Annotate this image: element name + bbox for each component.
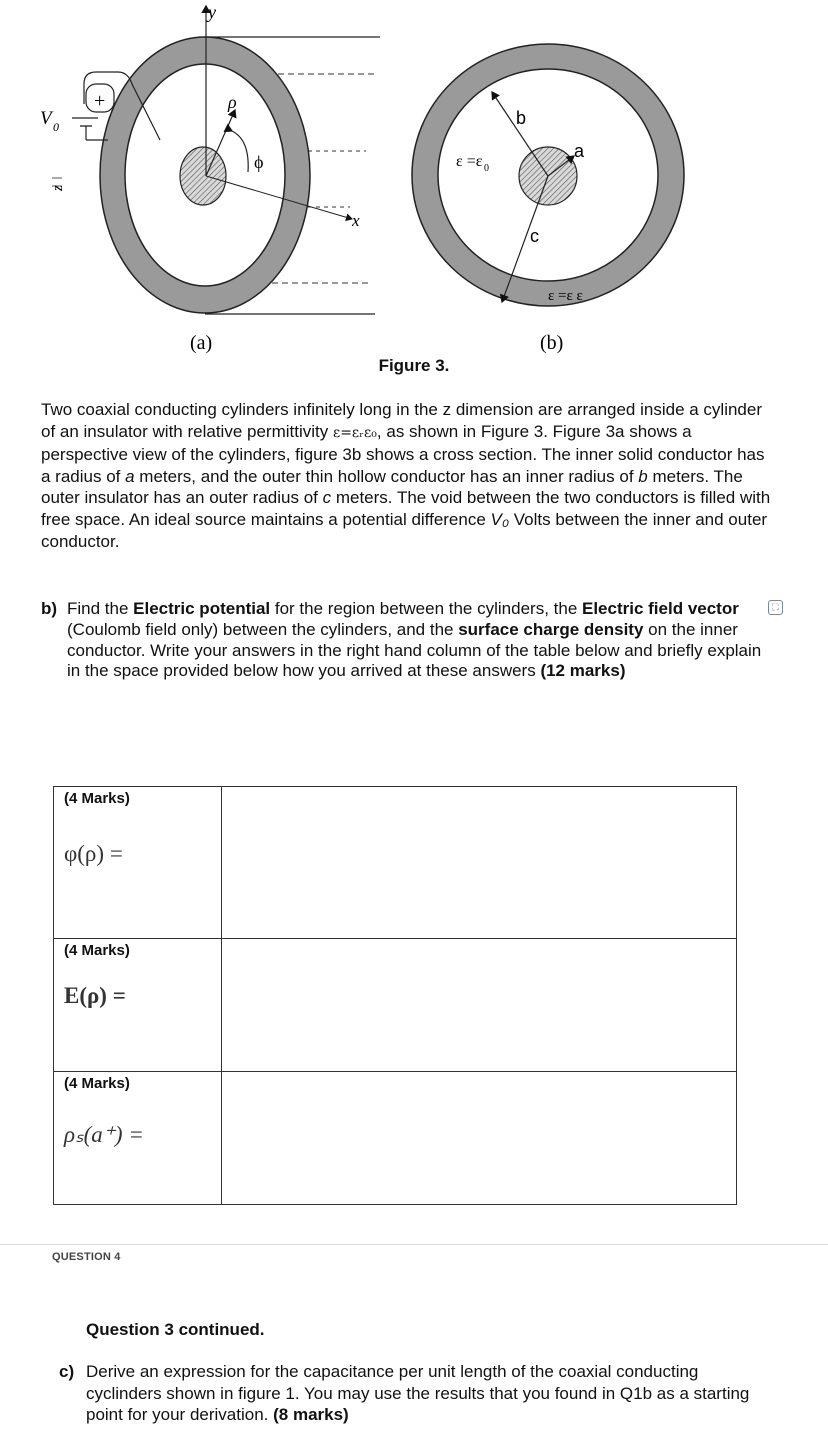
v0-label: V [40, 108, 52, 129]
question-cell [54, 939, 222, 1072]
radius-c: c [322, 488, 332, 508]
y-axis-label: y [208, 2, 216, 22]
figure-caption: Figure 3. [378, 356, 450, 375]
qb-bold-2: Electric field vector [582, 599, 739, 618]
expand-icon[interactable]: ⛶ [768, 600, 783, 615]
answer-cell[interactable] [222, 1072, 737, 1205]
question-c-label: c) [59, 1362, 75, 1381]
plus-sign: + [94, 90, 106, 112]
question-c-text [86, 1361, 759, 1426]
question-cell [54, 1072, 222, 1205]
intro-text-5: meters. The void between the two conductors is filled with free space. An ideal source maintains a potential difference [41, 488, 771, 529]
b-label: b [516, 108, 527, 128]
intro-text-3: meters, and the outer thin hollow conductor has an inner radius of [134, 466, 639, 486]
x-axis-label: x [352, 211, 360, 230]
qc-text: Derive an expression for the capacitance per unit length of the coaxial conducting cyclinders shown in figure 1. You may use the results that you found in Q1b as a starting point for your derivation. [86, 1362, 750, 1424]
intro-text-4: meters. The outer insulator has an outer radius of [41, 466, 743, 508]
eps-inner-label: ε =ε [456, 153, 483, 170]
voltage-v0: V₀ [490, 509, 510, 529]
intro-text-1: Two coaxial conducting cylinders infinitely long in the z dimension are arranged inside a cylinder of an insulator with relative permittivity [41, 400, 763, 441]
qb-marks: (12 marks) [540, 661, 626, 681]
marks-label: (4 Marks) [64, 1075, 130, 1092]
field-formula: E(ρ) = [64, 983, 126, 1008]
qb-text-4: on the inner conductor. Write your answers in the right hand column of the table below and briefly explain in the space provided below how you arrived at these answers [67, 619, 762, 681]
panel-a-perspective [52, 6, 380, 314]
question-b [41, 599, 771, 682]
qb-bold-3: surface charge density [458, 619, 644, 639]
phi-label: ϕ [254, 152, 264, 172]
table-row [54, 939, 737, 1072]
eps-outer-label: ε =ε ε [548, 288, 583, 304]
z-axis-label: z [50, 185, 66, 191]
answer-cell[interactable] [222, 787, 737, 939]
potential-formula: φ(ρ) = [64, 841, 123, 866]
intro-paragraph [41, 399, 776, 552]
panel-a-label: (a) [190, 332, 213, 354]
question-3-continued: Question 3 continued. [86, 1320, 265, 1339]
question-4-heading: QUESTION 4 [52, 1251, 121, 1263]
qb-text-1: Find the [67, 599, 134, 618]
figure-3 [0, 0, 828, 390]
intro-text-2: , as shown in Figure 3. Figure 3a shows a perspective view of the cylinders, figure 3b shows a cross section. The inner solid conductor has a radius of [41, 421, 765, 486]
table-row [54, 1072, 737, 1205]
rho-label: ρ [228, 92, 237, 112]
eps-inner-subscript: 0 [484, 163, 489, 174]
coaxial-figure [0, 0, 828, 390]
radius-a: a [125, 466, 135, 486]
qb-text-2: for the region between the cylinders, the [270, 599, 582, 618]
qc-marks: (8 marks) [273, 1405, 349, 1424]
v0-subscript: 0 [53, 120, 59, 134]
marks-label: (4 Marks) [64, 790, 130, 807]
a-label: a [574, 141, 585, 161]
answer-cell[interactable] [222, 939, 737, 1072]
question-b-label: b) [41, 599, 58, 618]
table-row [54, 787, 737, 939]
question-c [59, 1361, 759, 1426]
panel-b-label: (b) [540, 332, 564, 354]
section-divider [0, 1244, 828, 1245]
c-label: c [530, 226, 539, 246]
panel-b-cross-section [412, 44, 684, 306]
qb-text-3: (Coulomb field only) between the cylinders, and the [67, 619, 459, 639]
permittivity-expression: ε=εᵣε₀ [332, 424, 377, 441]
answer-table [53, 786, 737, 1205]
marks-label: (4 Marks) [64, 942, 130, 959]
qb-bold-1: Electric potential [133, 599, 271, 618]
radius-b: b [638, 466, 648, 486]
charge-density-formula: ρₛ(a⁺) = [64, 1122, 144, 1147]
question-cell [54, 787, 222, 939]
question-b-text [67, 599, 771, 682]
intro-text-6: Volts between the inner and outer conductor. [41, 509, 768, 551]
